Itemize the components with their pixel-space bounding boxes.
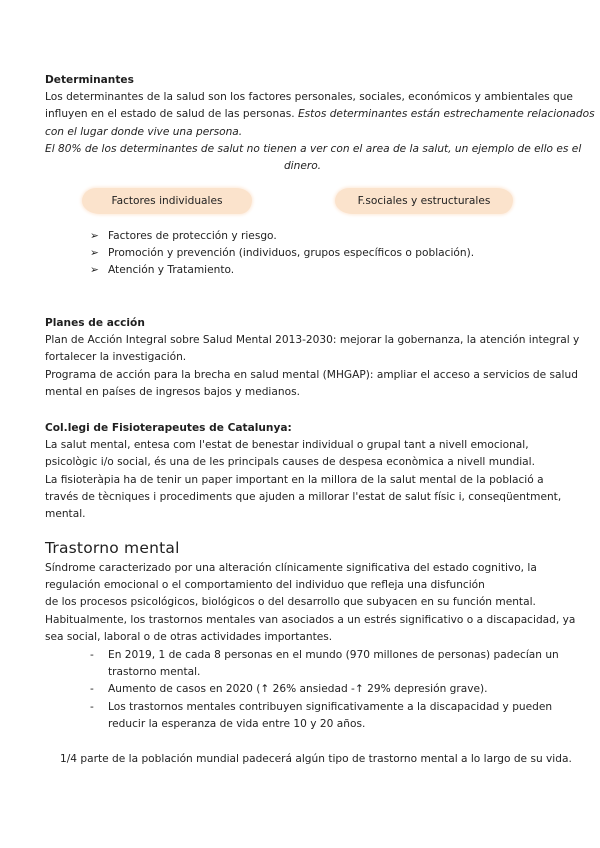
dash-bullet: - xyxy=(90,700,94,713)
arrow-bullet-icon: ➢ xyxy=(90,247,99,260)
dash-bullet: - xyxy=(90,649,94,661)
determinantes-italic-line: con el lugar donde vive una persona. xyxy=(45,125,243,138)
trastorno-text-line: Síndrome caracterizado por una alteración clínicamente significativa del estado cognitivo, la xyxy=(45,562,537,574)
list-item: ➢ Promoción y prevención (individuos, grupos específicos o población). xyxy=(90,245,474,262)
footer-statement: 1/4 parte de la población mundial padecerá algún tipo de trastorno mental a lo largo de su vida. xyxy=(60,753,572,765)
planes-section xyxy=(45,315,580,401)
colegi-text-line: La fisioteràpia ha de tenir un paper important en la millora de la salut mental de la població a xyxy=(45,473,544,486)
trastorno-heading: Trastorno mental xyxy=(45,539,180,557)
planes-text-line: Programa de acción para la brecha en salud mental (MHGAP): ampliar el acceso a servicios de salud xyxy=(45,368,578,381)
tag-factores-sociales: F.sociales y estructurales xyxy=(335,188,513,214)
list-item: - Aumento de casos en 2020 (↑ 26% ansiedad -↑ 29% depresión grave). xyxy=(90,681,560,698)
trastorno-section xyxy=(45,560,576,646)
arrow-bullet-icon: ➢ xyxy=(90,264,99,277)
planes-title: Planes de acción xyxy=(45,317,145,329)
trastorno-text-line: regulación emocional o el comportamiento del individuo que refleja una disfunción xyxy=(45,579,485,592)
planes-text-line: mental en países de ingresos bajos y medianos. xyxy=(45,385,300,398)
planes-text-line: Plan de Acción Integral sobre Salud Mental 2013-2030: mejorar la gobernanza, la atención integral y xyxy=(45,334,580,347)
dash-list xyxy=(90,647,560,733)
determinantes-section xyxy=(45,72,595,175)
dash-bullet: - xyxy=(90,683,94,696)
tag-factores-individuales: Factores individuales xyxy=(82,188,252,214)
colegi-text-line: La salut mental, entesa com l'estat de benestar individual o grupal tant a nivell emocional, xyxy=(45,439,529,452)
list-item: - En 2019, 1 de cada 8 personas en el mundo (970 millones de personas) padecían un trastorno mental. xyxy=(90,647,560,681)
list-item: - Los trastornos mentales contribuyen significativamente a la discapacidad y pueden reducir la esperanza de vida entre 10 y 20 años. xyxy=(90,699,560,733)
trastorno-text-line: Habitualmente, los trastornos mentales van asociados a un estrés significativo o a discapacidad, ya xyxy=(45,613,576,626)
arrow-bullet-icon: ➢ xyxy=(90,230,99,242)
planes-text-line: fortalecer la investigación. xyxy=(45,351,187,364)
determinantes-center-line: El 80% de los determinantes de salut no tienen a ver con el area de la salut, un ejemplo de ello es el xyxy=(45,142,582,155)
colegi-title: Col.legi de Fisioterapeutes de Catalunya: xyxy=(45,422,292,434)
list-item: ➢ Atención y Tratamiento. xyxy=(90,262,474,279)
colegi-text-line: mental. xyxy=(45,508,86,521)
list-item: ➢ Factores de protección y riesgo. xyxy=(90,228,474,245)
determinantes-text-line xyxy=(45,106,595,123)
colegi-text-line: través de tècniques i procediments que ajuden a millorar l'estat de salut físic i, conseqüentment, xyxy=(45,490,562,503)
determinantes-title: Determinantes xyxy=(45,74,134,86)
determinantes-center-line: dinero. xyxy=(283,160,322,173)
colegi-section xyxy=(45,420,560,523)
trastorno-text-line: sea social, laboral o de otras actividades importantes. xyxy=(45,630,333,643)
determinantes-text-line: Los determinantes de la salud son los factores personales, sociales, económicos y ambientales que xyxy=(45,91,573,104)
trastorno-text-line: de los procesos psicológicos, biológicos o del desarrollo que subyacen en su función mental. xyxy=(45,596,536,609)
colegi-text-line: psicològic i/o social, és una de les principals causes de despesa econòmica a nivell mundial. xyxy=(45,456,535,469)
determinantes-italic-tail: Estos determinantes están estrechamente relacionados xyxy=(297,108,595,121)
arrow-list xyxy=(90,228,474,280)
determinantes-text-line-2: influyen en el estado de salud de las personas. xyxy=(45,108,295,121)
